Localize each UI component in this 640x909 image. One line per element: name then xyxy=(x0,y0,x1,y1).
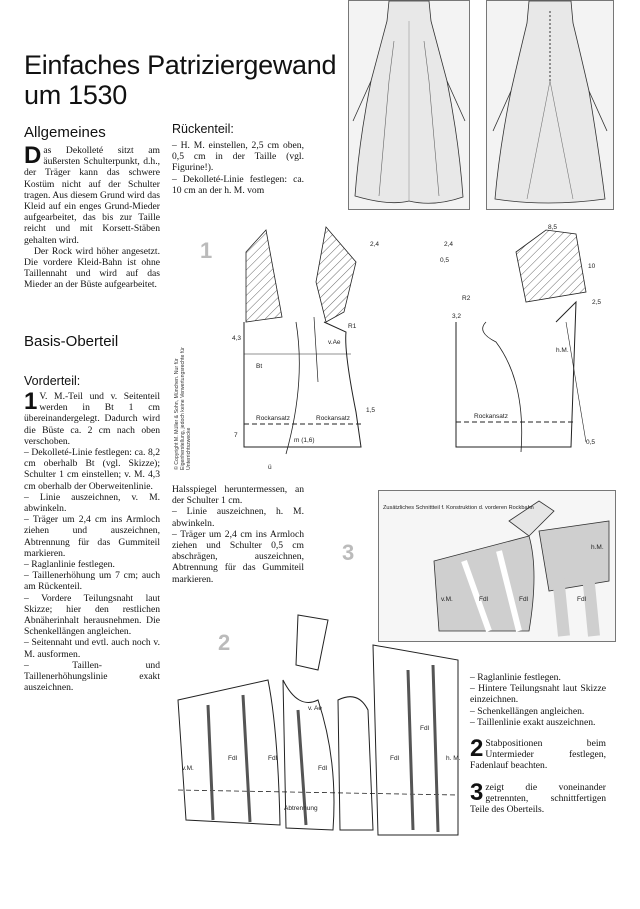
d1-label: 0,5 xyxy=(586,439,596,446)
diagram2-pattern xyxy=(168,610,464,842)
d1-label: Rockansatz xyxy=(474,413,508,420)
d2-label: Fdl xyxy=(390,755,400,762)
heading-basis-oberteil: Basis-Oberteil xyxy=(24,333,119,350)
d1-label: 2,4 xyxy=(444,241,454,248)
d2-label: Abtrennung xyxy=(284,805,318,812)
step3-text: zeigt die voneinander getrennten, schnittfertigen Teile des Oberteils. xyxy=(470,781,606,816)
vorderteil-item: – Seitennaht und evtl. auch noch v. M. ausformen. xyxy=(24,637,160,660)
d1-label: m (1,6) xyxy=(294,437,315,444)
middle-text xyxy=(172,484,304,585)
d1-label: 7 xyxy=(234,432,238,439)
heading-allgemeines: Allgemeines xyxy=(24,124,106,141)
dress-front-illustration xyxy=(349,1,469,209)
step2-text: Stabpositionen beim Untermieder festlegen, Fadenlauf beachten. xyxy=(470,738,606,772)
dress-back-illustration xyxy=(487,1,613,209)
rueckenteil-item: – Dekolleté-Linie festlegen: ca. 10 cm an der h. M. vom xyxy=(172,173,304,196)
step3-number: 3 xyxy=(470,778,484,806)
d1-label: 0,5 xyxy=(440,257,450,264)
vorderteil-item: – Linie auszeichnen, v. M. abwinkeln. xyxy=(24,491,160,515)
vorderteil-text xyxy=(24,388,160,694)
d1-label: h.M. xyxy=(556,347,569,354)
step2-number: 2 xyxy=(470,735,484,763)
d1-label: ü xyxy=(268,464,272,471)
d2-label: Fdl xyxy=(420,725,430,732)
figurine-back xyxy=(486,0,614,210)
step1-number: 1 xyxy=(24,388,38,415)
copyright-note: © Copyright M. Müller & Sohn, München. Nur für Eigenherstellung, jedoch keine Verwertungsrechte für Unterrichtszwecke xyxy=(174,347,192,470)
d3-note: Zusätzliches Schnittteil f. Konstruktion d. vorderen Rockbahn xyxy=(383,505,534,511)
dropcap: D xyxy=(24,142,42,169)
d3-label: h.M. xyxy=(591,544,604,551)
d2-label: Fdl xyxy=(318,765,328,772)
rueckenteil-text xyxy=(172,140,304,196)
d2-label: v.M. xyxy=(182,765,194,772)
d1-label: 10 xyxy=(588,263,596,270)
d2-label: Fdl xyxy=(228,755,238,762)
page-title: Einfaches Patriziergewand um 1530 xyxy=(24,50,337,110)
allgemeines-para2: Der Rock wird höher angesetzt. Die vordere Kleid-Bahn ist ohne Taillennaht und wird auf das Mieder an der Büste aufgearbeitet. xyxy=(24,245,160,291)
d1-label: Bt xyxy=(256,363,263,370)
d1-label: 2,4 xyxy=(370,241,380,248)
middle-line: – Träger um 2,4 cm ins Armloch ziehen und Schulter 0,5 cm abschrägen, auszeichnen, Abtrennung für das Gummiteil markieren. xyxy=(172,528,304,585)
allgemeines-text xyxy=(24,142,160,291)
d1-label: Rockansatz xyxy=(316,415,350,422)
d1-label: Rockansatz xyxy=(256,415,290,422)
subheading-vorderteil: Vorderteil: xyxy=(24,374,81,388)
subheading-rueckenteil: Rückenteil: xyxy=(172,122,234,136)
right-item: – Schenkellängen angleichen. xyxy=(470,705,585,717)
d1-label: v.Ae xyxy=(328,339,341,346)
d2-label: Fdl xyxy=(268,755,278,762)
d1-label: 2,5 xyxy=(592,299,602,306)
diagram1-step-number: 1 xyxy=(200,238,213,263)
middle-line: – Linie auszeichnen, h. M. abwinkeln. xyxy=(172,506,304,529)
d3-label: Fdl xyxy=(479,596,489,603)
d2-label: v. Ae xyxy=(308,705,322,712)
d1-label: 4,3 xyxy=(232,335,242,342)
d3-label: Fdl xyxy=(577,596,587,603)
figurine-front xyxy=(348,0,470,210)
vorderteil-item: – Taillenerhöhung um 7 cm; auch am Rückenteil. xyxy=(24,570,160,593)
d2-label: h. M. xyxy=(446,755,461,762)
middle-line: Halsspiegel heruntermessen, an der Schulter 1 cm. xyxy=(172,484,304,507)
diagram3-step-number: 3 xyxy=(342,540,355,565)
allgemeines-para1: as Dekolleté sitzt am äußersten Schulterpunkt, d.h., der Träger kann das schwere Kostüm nicht auf der Schulter tragen. Aus diesem Grund wird das Kleid auf ein enges Grund-Mieder aufgearbeitet, das bis zur Taille reicht und mit Korsett-Stäben gehalten wird. xyxy=(24,145,160,246)
d3-label: v.M. xyxy=(441,596,453,603)
vorderteil-item: – Träger um 2,4 cm ins Armloch ziehen und auszeichnen, Abtrennung für das Gummiteil markieren. xyxy=(24,514,160,559)
vorderteil-item: – Dekolleté-Linie festlegen: ca. 8,2 cm oberhalb Bt (vgl. Skizze); Schulter 1 cm einstellen; v. M. 4,3 cm oberhalb der Oberweitenlinie. xyxy=(24,447,160,492)
vorderteil-item: – Raglanlinie festlegen. xyxy=(24,559,115,571)
d1-label: 3,2 xyxy=(452,313,462,320)
d1-label: 1,5 xyxy=(366,407,376,414)
right-item: – Hintere Teilungsnaht laut Skizze einzeichnen. xyxy=(470,683,606,706)
d1-label: R2 xyxy=(462,295,471,302)
right-text xyxy=(470,672,606,815)
vorderteil-item: – Taillen- und Taillenerhöhungslinie exakt auszeichnen. xyxy=(24,659,160,694)
vorderteil-item: – Vordere Teilungsnaht laut Skizze; hier den restlichen Abnäherinhalt herausnehmen. Die Schenkellängen angleichen. xyxy=(24,592,160,638)
right-item: – Taillenlinie exakt auszeichnen. xyxy=(470,716,596,728)
right-item: – Raglanlinie festlegen. xyxy=(470,672,561,683)
step1-text: V. M.-Teil und v. Seitenteil werden in Bt 1 cm übereinandergelegt. Dadurch wird die Büste ca. 2 cm nach oben verschoben. xyxy=(24,391,160,447)
d1-label: R1 xyxy=(348,323,357,330)
d1-label: 8,5 xyxy=(548,224,558,231)
diagram2-step-number: 2 xyxy=(218,630,231,655)
d3-label: Fdl xyxy=(519,596,529,603)
diagram1-pattern xyxy=(226,222,626,477)
rueckenteil-item: – H. M. einstellen, 2,5 cm oben, 0,5 cm in der Taille (vgl. Figurine!). xyxy=(172,140,304,174)
